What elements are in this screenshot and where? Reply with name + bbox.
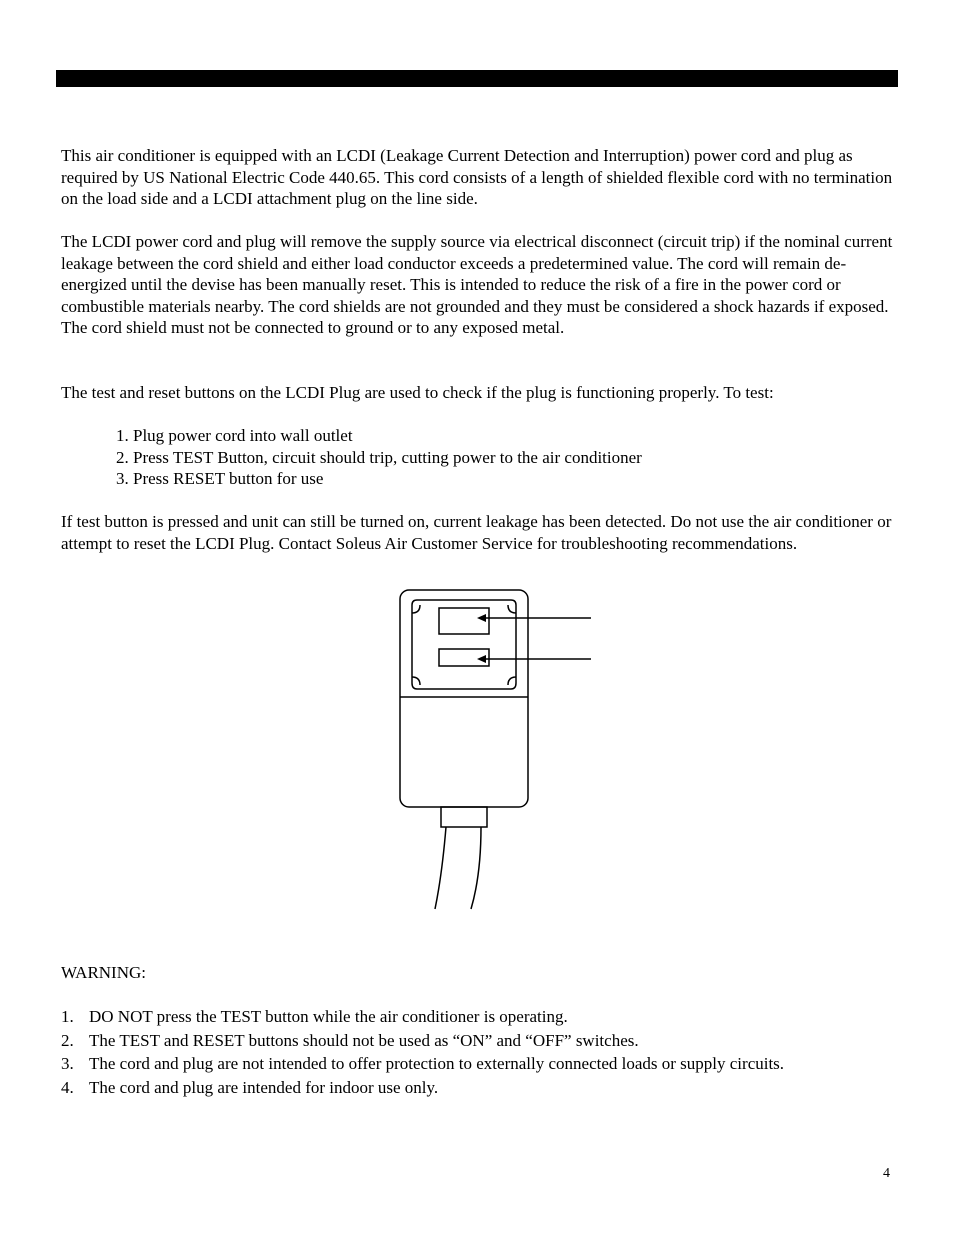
test-step: 2. Press TEST Button, circuit should trip, cutting power to the air conditioner [116,447,642,467]
plug-body [400,590,528,807]
test-steps-list [116,425,642,490]
warning-item [61,1030,784,1054]
failure-paragraph: If test button is pressed and unit can still be turned on, current leakage has been detected. Do not use the air conditioner or attempt to reset the LCDI Plug. Contact Soleus Air Customer Service for troubleshooting recommendations. [61,512,892,553]
test-arrowhead [477,614,486,622]
function-paragraph: The LCDI power cord and plug will remove the supply source via electrical disconnect (circuit trip) if the nominal current leakage between the cord shield and either load conductor exceeds a predetermined value. The cord will remain de-energized until the devise has been manually reset. This is intended to reduce the risk of a fire in the power cord or combustible materials nearby. The cord shields are not grounded and they must be considered a shock hazards if exposed. The cord shield must not be connected to ground or to any exposed metal. [61,232,893,337]
warning-number: 1. [61,1007,74,1026]
warning-list [61,1006,784,1100]
warning-item [61,1077,784,1101]
warning-text: The cord and plug are intended for indoor use only. [89,1077,439,1097]
warning-text: The TEST and RESET buttons should not be used as “ON” and “OFF” switches. [89,1030,639,1050]
warning-text: The cord and plug are not intended to offer protection to externally connected loads or supply circuits. [89,1054,785,1073]
header-bar [56,70,898,87]
warning-number: 3. [61,1054,74,1073]
test-step: 3. Press RESET button for use [116,469,324,489]
page-number: 4 [883,1166,890,1181]
warning-number: 4. [61,1077,74,1097]
warning-number: 2. [61,1030,74,1050]
button-panel [412,600,516,689]
power-cord [435,827,446,909]
test-button [439,608,489,634]
warning-title: WARNING: [61,963,146,982]
warning-text: DO NOT press the TEST button while the air conditioner is operating. [89,1007,568,1026]
test-step: 1. Plug power cord into wall outlet [116,426,353,445]
lcdi-plug-diagram [395,585,595,915]
warning-item [61,1053,784,1077]
warning-item [61,1006,784,1030]
strain-relief [441,807,487,827]
intro-paragraph: This air conditioner is equipped with an LCDI (Leakage Current Detection and Interruption) power cord and plug as required by US National Electric Code 440.65. This cord consists of a length of shielded flexible cord with no termination on the load side and a LCDI attachment plug on the line side. [61,146,893,208]
test-intro-paragraph: The test and reset buttons on the LCDI Plug are used to check if the plug is functioning properly. To test: [61,383,774,402]
reset-arrowhead [477,655,486,663]
